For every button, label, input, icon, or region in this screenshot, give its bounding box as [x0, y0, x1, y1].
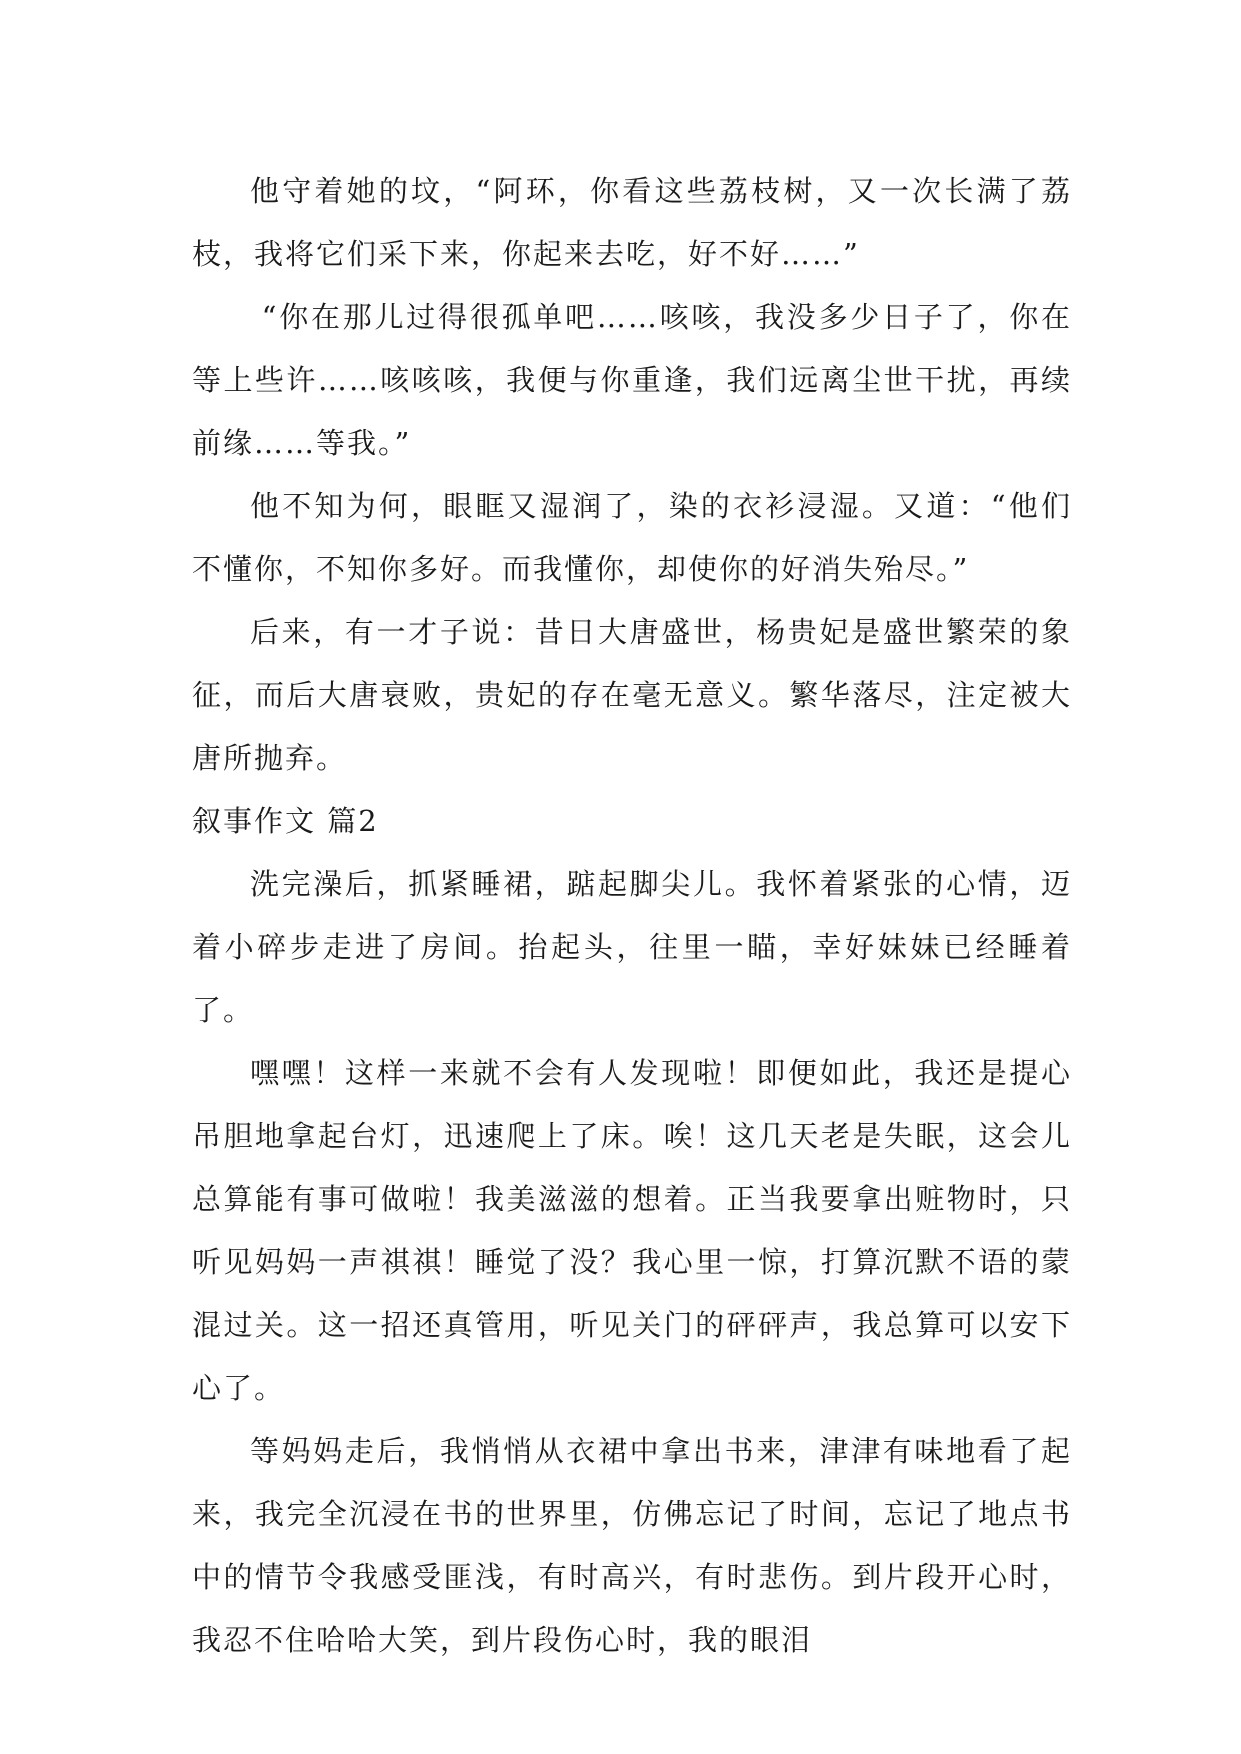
paragraph: 洗完澡后，抓紧睡裙，踮起脚尖儿。我怀着紧张的心情，迈着小碎步走进了房间。抬起头，往里一瞄，幸好妹妹已经睡着了。 [192, 867, 1072, 1027]
paragraph: 后来，有一才子说：昔日大唐盛世，杨贵妃是盛世繁荣的象征，而后大唐衰败，贵妃的存在毫无意义。繁华落尽，注定被大唐所抛弃。 [192, 615, 1072, 775]
paragraph: 等妈妈走后，我悄悄从衣裙中拿出书来，津津有味地看了起来，我完全沉浸在书的世界里，仿佛忘记了时间，忘记了地点书中的情节令我感受匪浅，有时高兴，有时悲伤。到片段开心时，我忍不住哈哈大笑，到片段伤心时，我的眼泪 [192, 1434, 1072, 1657]
paragraph: “你在那儿过得很孤单吧……咳咳，我没多少日子了，你在等上些许……咳咳咳，我便与你重逢，我们远离尘世干扰，再续前缘……等我。” [192, 300, 1072, 460]
section-title: 叙事作文 篇2 [192, 804, 379, 838]
document-page [192, 160, 1072, 1672]
paragraph: 他不知为何，眼眶又湿润了，染的衣衫浸湿。又道：“他们不懂你，不知你多好。而我懂你，却使你的好消失殆尽。” [192, 489, 1072, 586]
paragraph: 嘿嘿！这样一来就不会有人发现啦！即便如此，我还是提心吊胆地拿起台灯，迅速爬上了床。唉！这几天老是失眠，这会儿总算能有事可做啦！我美滋滋的想着。正当我要拿出赃物时，只听见妈妈一声祺祺！睡觉了没？我心里一惊，打算沉默不语的蒙混过关。这一招还真管用，听见关门的砰砰声，我总算可以安下心了。 [192, 1056, 1072, 1405]
paragraph: 他守着她的坟，“阿环，你看这些荔枝树，又一次长满了荔枝，我将它们采下来，你起来去吃，好不好……” [192, 174, 1072, 271]
